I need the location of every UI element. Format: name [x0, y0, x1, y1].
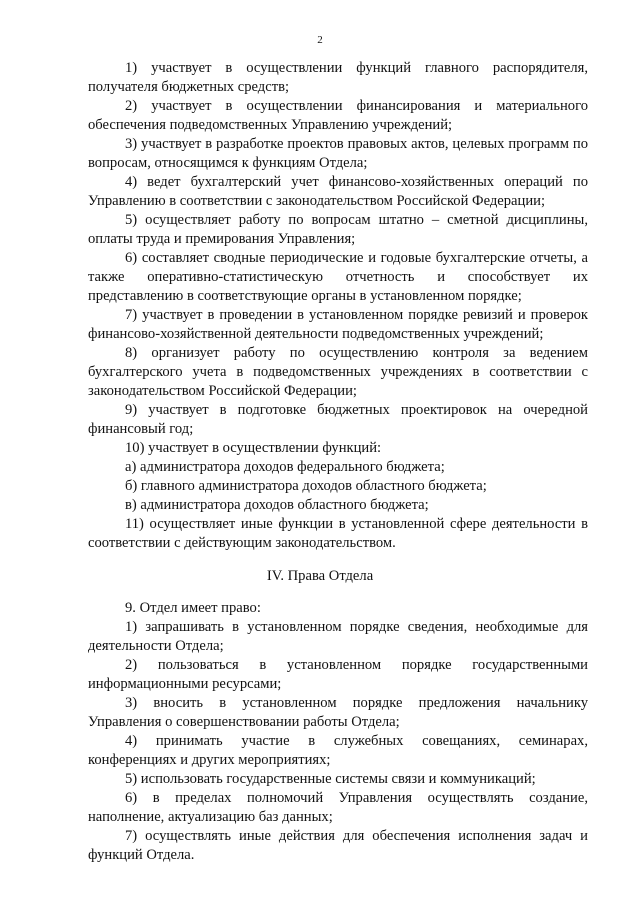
- rights-item: 2) пользоваться в установленном порядке государственными информационными ресурсами;: [88, 657, 588, 692]
- rights-item: 5) использовать государственные системы связи и коммуникаций;: [125, 771, 536, 787]
- rights-intro: 9. Отдел имеет право:: [125, 600, 261, 616]
- rights-item: 4) принимать участие в служебных совещаниях, семинарах, конференциях и других мероприятиях;: [88, 733, 588, 768]
- function-subitem: в) администратора доходов областного бюджета;: [125, 497, 429, 513]
- rights-item: 7) осуществлять иные действия для обеспечения исполнения задач и функций Отдела.: [88, 828, 588, 863]
- function-item: 11) осуществляет иные функции в установленной сфере деятельности в соответствии с действующим законодательством.: [88, 516, 588, 551]
- rights-item: 1) запрашивать в установленном порядке сведения, необходимые для деятельности Отдела;: [88, 619, 588, 654]
- function-item: 1) участвует в осуществлении функций главного распорядителя, получателя бюджетных средств;: [88, 60, 588, 95]
- function-item: 3) участвует в разработке проектов правовых актов, целевых программ по вопросам, относящимся к функциям Отдела;: [88, 136, 588, 171]
- function-item: 9) участвует в подготовке бюджетных проектировок на очередной финансовый год;: [88, 402, 588, 437]
- rights-list: [88, 599, 588, 865]
- rights-item: 6) в пределах полномочий Управления осуществлять создание, наполнение, актуализацию баз данных;: [88, 790, 588, 825]
- function-item: 6) составляет сводные периодические и годовые бухгалтерские отчеты, а также оперативно-статистическую отчетность и способствует их представлению в соответствующие органы в установленном порядке;: [88, 250, 588, 304]
- rights-item: 3) вносить в установленном порядке предложения начальнику Управления о совершенствовании работы Отдела;: [88, 695, 588, 730]
- function-subitem: б) главного администратора доходов областного бюджета;: [125, 478, 487, 494]
- section-heading: IV. Права Отдела: [266, 568, 374, 584]
- functions-list: [88, 59, 588, 553]
- function-item: 10) участвует в осуществлении функций:: [125, 440, 382, 456]
- function-item: 5) осуществляет работу по вопросам штатно – сметной дисциплины, оплаты труда и премирования Управления;: [88, 212, 588, 247]
- function-item: 8) организует работу по осуществлению контроля за ведением бухгалтерского учета в подведомственных учреждениях в соответствии с законодательством Российской Федерации;: [88, 345, 588, 399]
- function-item: 7) участвует в проведении в установленном порядке ревизий и проверок финансово-хозяйственной деятельности подведомственных учреждений;: [88, 307, 588, 342]
- function-subitem: а) администратора доходов федерального бюджета;: [125, 459, 445, 475]
- function-item: 4) ведет бухгалтерский учет финансово-хозяйственных операций по Управлению в соответствии с законодательством Российской Федерации;: [88, 174, 588, 209]
- page-number: 2: [317, 34, 323, 46]
- function-item: 2) участвует в осуществлении финансирования и материального обеспечения подведомственных Управлению учреждений;: [88, 98, 588, 133]
